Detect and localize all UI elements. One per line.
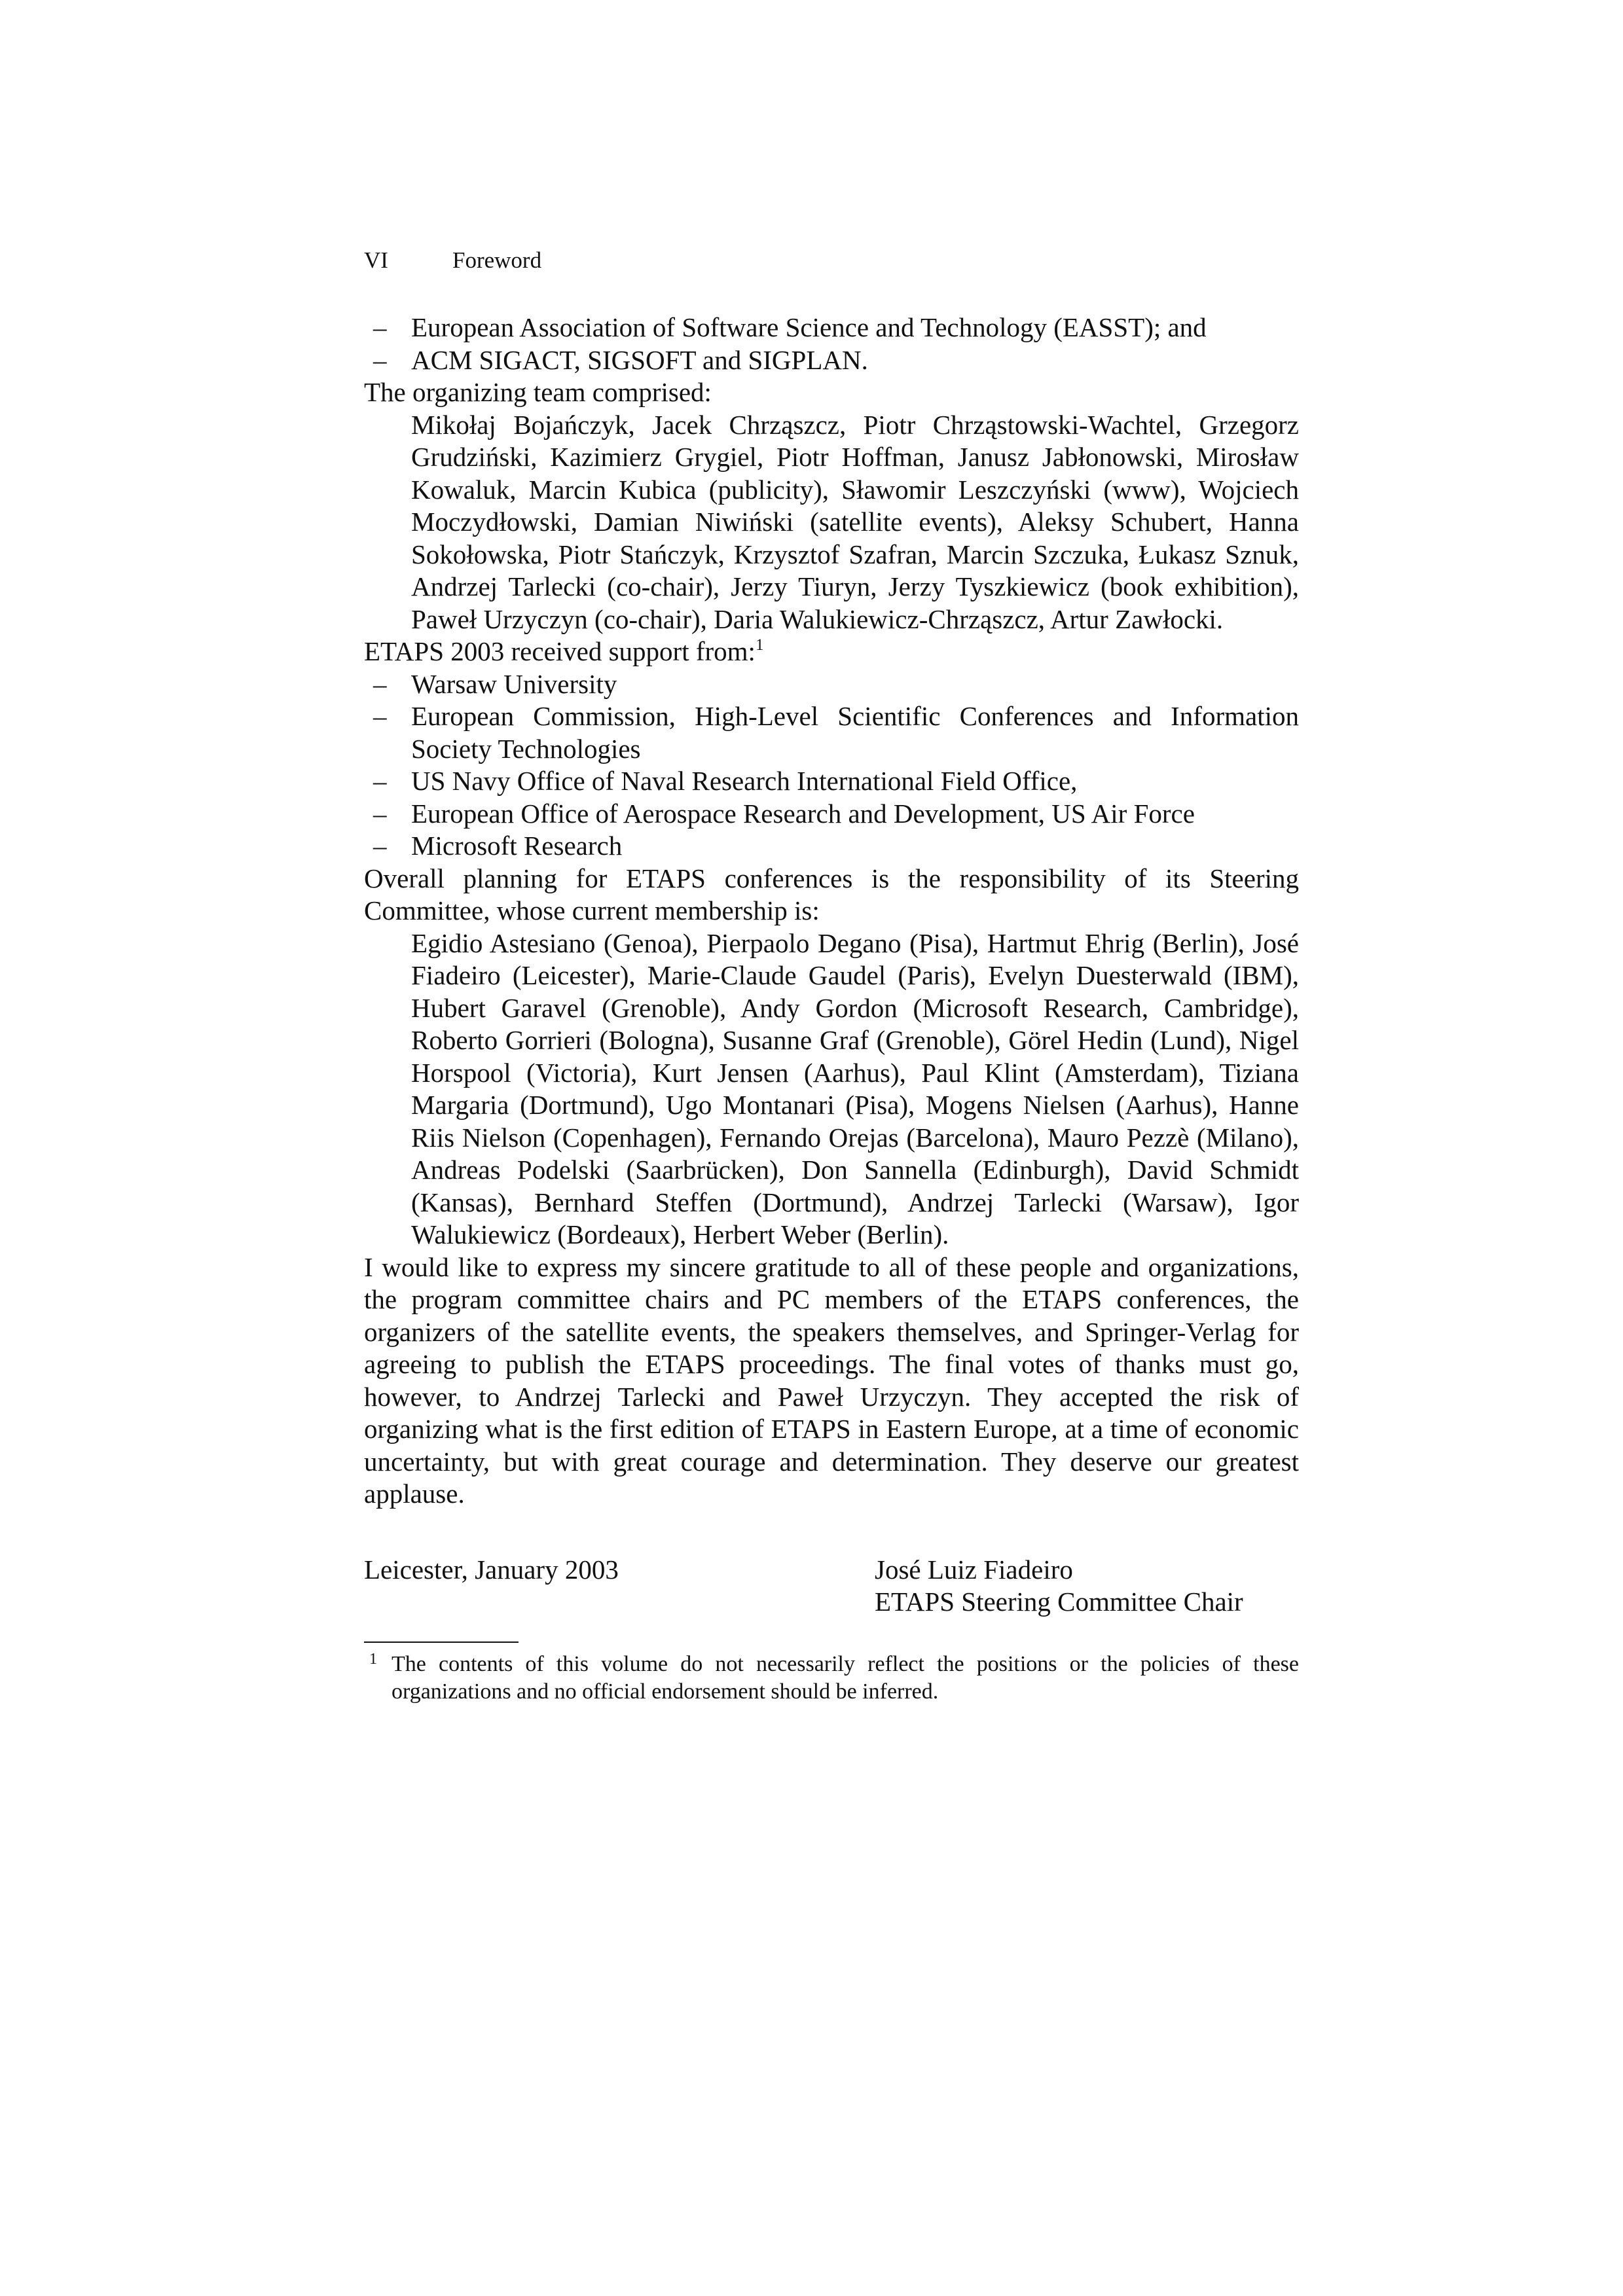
- list-item: – European Association of Software Science and Technology (EASST); and: [364, 312, 1299, 344]
- sponsors-list-continued: [364, 312, 1299, 376]
- footnote: [364, 1651, 1299, 1706]
- signatory-name: José Luiz Fiadeiro: [875, 1554, 1073, 1585]
- support-intro: [364, 636, 1299, 668]
- list-item: – ACM SIGACT, SIGSOFT and SIGPLAN.: [364, 344, 1299, 377]
- steering-committee: Egidio Astesiano (Genoa), Pierpaolo Degano (Pisa), Hartmut Ehrig (Berlin), José Fiadeiro (Leicester), Marie-Claude Gaudel (Paris), Evelyn Duesterwald (IBM), Hubert Garavel (Grenoble), Andy Gordon (Microsoft Research, Cambridge), Roberto Gorrieri (Bologna), Susanne Graf (Grenoble), Görel Hedin (Lund), Nigel Horspool (Victoria), Kurt Jensen (Aarhus), Paul Klint (Amsterdam), Tiziana Margaria (Dortmund), Ugo Montanari (Pisa), Mogens Nielsen (Aarhus), Hanne Riis Nielson (Copenhagen), Fernando Orejas (Barcelona), Mauro Pezzè (Milano), Andreas Podelski (Saarbrücken), Don Sannella (Edinburgh), David Schmidt (Kansas), Bernhard Steffen (Dortmund), Andrzej Tarlecki (Warsaw), Igor Walukiewicz (Bordeaux), Herbert Weber (Berlin).: [411, 927, 1299, 1249]
- page-number: VI: [364, 247, 388, 273]
- list-item: – Microsoft Research: [364, 830, 1299, 863]
- footnote-rule: [364, 1641, 519, 1643]
- place-date: Leicester, January 2003: [364, 1554, 619, 1585]
- steering-intro: Overall planning for ETAPS conferences is the responsibility of its Steering Committee, whose current membership is:: [364, 863, 1299, 925]
- footnote-text: The contents of this volume do not necessarily reflect the positions or the policies of these organizations and no official endorsement should be inferred.: [392, 1651, 1299, 1704]
- running-title: Foreword: [452, 247, 542, 273]
- support-list: [364, 668, 1299, 863]
- support-intro-text: ETAPS 2003 received support from:: [364, 636, 756, 666]
- signatory: [875, 1554, 1243, 1619]
- signature-block: [364, 1554, 1299, 1619]
- footnote-mark: 1: [369, 1650, 377, 1668]
- organizing-team: Mikołaj Bojańczyk, Jacek Chrząszcz, Piotr Chrząstowski-Wachtel, Grzegorz Grudziński, Kazimierz Grygiel, Piotr Hoffman, Janusz Jabłonowski, Mirosław Kowaluk, Marcin Kubica (publicity), Sławomir Leszczyński (www), Wojciech Moczydłowski, Damian Niwiński (satellite events), Aleksy Schubert, Hanna Sokołowska, Piotr Stańczyk, Krzysztof Szafran, Marcin Szczuka, Łukasz Sznuk, Andrzej Tarlecki (co-chair), Jerzy Tiuryn, Jerzy Tyszkiewicz (book exhibition), Paweł Urzyczyn (co-chair), Daria Walukiewicz-Chrząszcz, Artur Zawłocki.: [411, 409, 1299, 634]
- page-body: [364, 247, 1299, 1706]
- organizing-intro: The organizing team comprised:: [364, 377, 712, 407]
- list-item: – Warsaw University: [364, 668, 1299, 701]
- list-item: – US Navy Office of Naval Research International Field Office,: [364, 765, 1299, 798]
- footnote-reference: 1: [755, 636, 764, 654]
- gratitude-paragraph: I would like to express my sincere gratitude to all of these people and organizations, the program committee chairs and PC members of the ETAPS conferences, the organizers of the satellite events, the speakers themselves, and Springer-Verlag for agreeing to publish the ETAPS proceedings. The final votes of thanks must go, however, to Andrzej Tarlecki and Paweł Urzyczyn. They accepted the risk of organizing what is the first edition of ETAPS in Eastern Europe, at a time of economic uncertainty, but with great courage and determination. They deserve our greatest applause.: [364, 1251, 1299, 1509]
- running-head: [364, 247, 1299, 274]
- list-item: – European Office of Aerospace Research and Development, US Air Force: [364, 798, 1299, 831]
- signatory-role: ETAPS Steering Committee Chair: [875, 1587, 1243, 1617]
- list-item: – European Commission, High-Level Scientific Conferences and Information Society Technologies: [364, 700, 1299, 765]
